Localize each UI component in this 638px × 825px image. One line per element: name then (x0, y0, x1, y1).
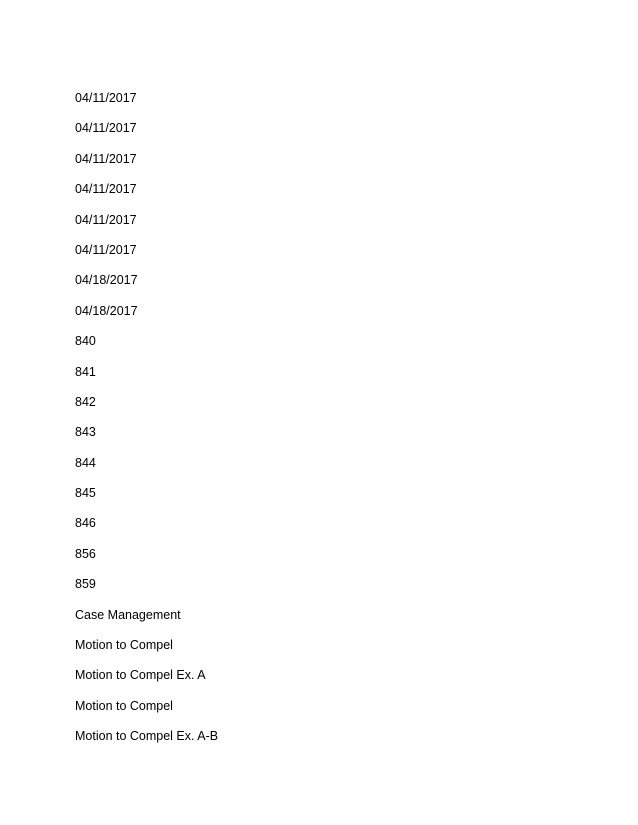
description-line: Motion to Compel Ex. A-B (75, 729, 219, 744)
description-line: Motion to Compel Ex. A (75, 668, 206, 683)
docket-number-line: 844 (75, 455, 96, 470)
docket-number-line: 856 (75, 546, 96, 561)
docket-number-line: 842 (75, 394, 96, 409)
docket-number-line: 840 (75, 334, 96, 349)
docket-entry-list (75, 89, 218, 758)
description-line: Case Management (75, 607, 181, 622)
description-line: Motion to Compel (75, 638, 173, 653)
date-line: 04/18/2017 (75, 303, 138, 318)
date-line: 04/11/2017 (75, 212, 137, 227)
docket-number-line: 841 (75, 364, 96, 379)
docket-number-line: 843 (75, 425, 96, 440)
docket-number-line: 845 (75, 486, 96, 501)
date-line: 04/11/2017 (75, 182, 137, 197)
description-line: Motion to Compel (75, 698, 173, 713)
date-line: 04/11/2017 (75, 91, 137, 105)
docket-number-line: 846 (75, 516, 96, 531)
date-line: 04/11/2017 (75, 242, 137, 257)
date-line: 04/11/2017 (75, 121, 137, 136)
date-line: 04/11/2017 (75, 151, 137, 166)
date-line: 04/18/2017 (75, 273, 138, 288)
docket-number-line: 859 (75, 577, 96, 592)
